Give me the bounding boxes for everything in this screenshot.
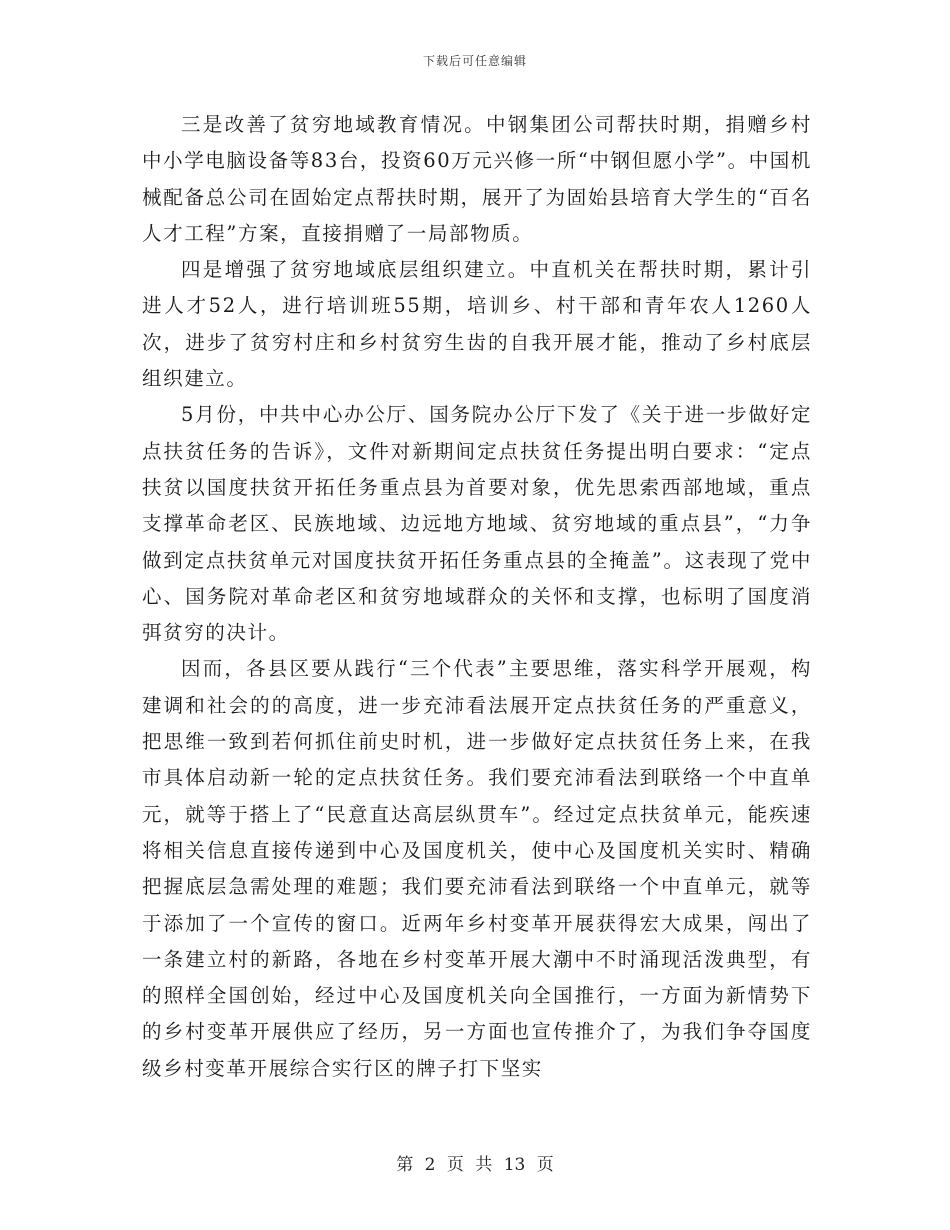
paragraph-grassroots: 四是增强了贫穷地域底层组织建立。中直机关在帮扶时期，累计引进人才52人，进行培训班55期，培训乡、村干部和青年农人1260人次，进步了贫穷村庄和乡村贫穷生齿的自我开展才能，推动了乡村底层组织建立。 xyxy=(142,258,812,391)
paragraph-education: 三是改善了贫穷地域教育情况。中钢集团公司帮扶时期，捐赠乡村中小学电脑设备等83台，投资60万元兴修一所“中钢但愿小学”。中国机械配备总公司在固始定点帮扶时期，展开了为固始县培育大学生的“百名人才工程”方案，直接捐赠了一局部物质。 xyxy=(142,113,812,245)
page-header-note: 下载后可任意编辑 xyxy=(422,54,527,68)
paragraph-may-notice: 5月份，中共中心办公厅、国务院办公厅下发了《关于进一步做好定点扶贫任务的告诉》，文件对新期间定点扶贫任务提出明白要求：“定点扶贫以国度扶贫开拓任务重点县为首要对象，优先思索西部地域，重点支撑革命老区、民族地域、边远地方地域、贫穷地域的重点县”，“力争做到定点扶贫单元对国度扶贫开拓任务重点县的全掩盖”。这表现了党中心、国务院对革命老区和贫穷地域群众的关怀和支撑，也标明了国度消弭贫穷的决计。 xyxy=(142,403,812,645)
document-body xyxy=(142,107,812,1087)
page-number-footer: 第 2 页 共 13 页 xyxy=(396,1155,554,1175)
paragraph-conclusion: 因而，各县区要从践行“三个代表”主要思维，落实科学开展观，构建调和社会的的高度，进一步充沛看法展开定点扶贫任务的严重意义，把思维一致到若何抓住前史时机，进一步做好定点扶贫任务上来，在我市具体启动新一轮的定点扶贫任务。我们要充沛看法到联络一个中直单元，就等于搭上了“民意直达高层纵贯车”。经过定点扶贫单元，能疾速将相关信息直接传递到中心及国度机关，使中心及国度机关实时、精确把握底层急需处理的难题；我们要充沛看法到联络一个中直单元，就等于添加了一个宣传的窗口。近两年乡村变革开展获得宏大成果，闯出了一条建立村的新路，各地在乡村变革开展大潮中不时涌现活泼典型，有的照样全国创始，经过中心及国度机关向全国推行，一方面为新情势下的乡村变革开展供应了经历，另一方面也宣传推介了，为我们争夺国度级乡村变革开展综合实行区的牌子打下坚实 xyxy=(142,657,812,1080)
